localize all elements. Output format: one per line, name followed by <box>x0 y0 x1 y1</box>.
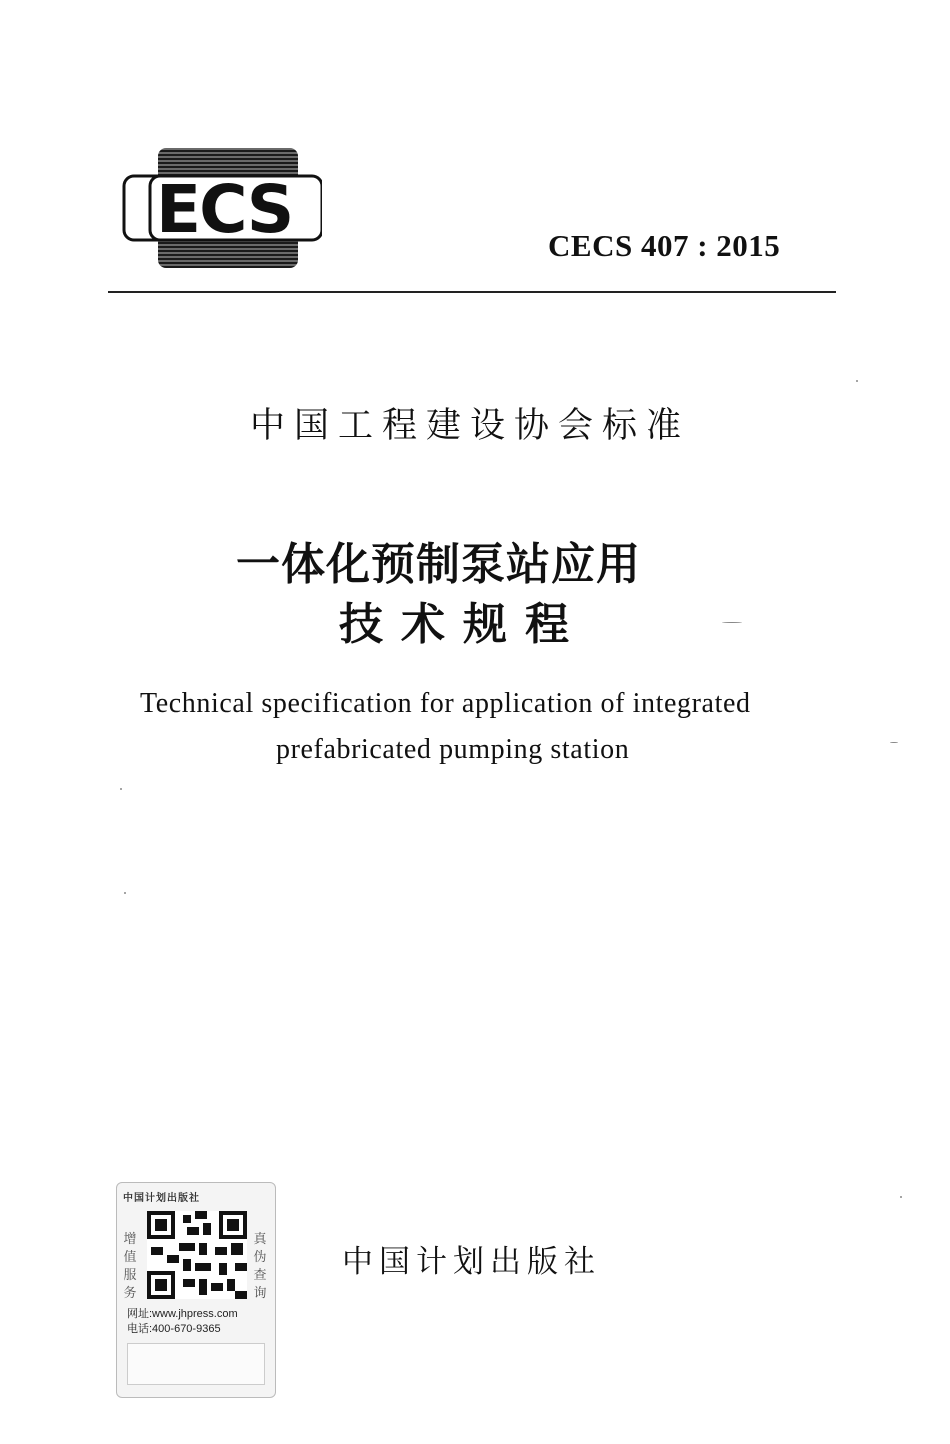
sticker-left-label: 增值服务 <box>123 1232 137 1301</box>
scan-speck <box>890 742 898 743</box>
header-divider <box>108 291 836 293</box>
association-name: 中国工程建设协会标准 <box>250 406 691 446</box>
sticker-header: 中国计划出版社 <box>123 1193 200 1204</box>
scan-speck <box>856 380 858 382</box>
scan-speck <box>120 788 122 790</box>
anti-counterfeit-sticker <box>116 1182 276 1398</box>
publisher-name: 中国计划出版社 <box>342 1244 601 1280</box>
sticker-scratch-area <box>127 1343 265 1385</box>
scan-speck <box>900 1196 902 1198</box>
title-cn-line-2: 技术规程 <box>339 599 587 650</box>
ecs-logo <box>122 146 322 270</box>
title-cn-line-1: 一体化预制泵站应用 <box>236 539 641 590</box>
sticker-website: 网址:www.jhpress.com <box>127 1308 238 1320</box>
sticker-right-label: 真伪查询 <box>253 1232 267 1301</box>
qr-code-icon <box>147 1211 247 1299</box>
standard-code: CECS 407 : 2015 <box>548 228 781 263</box>
title-en-line-1: Technical specification for application of integrated <box>140 688 751 719</box>
scan-speck <box>722 622 742 623</box>
sticker-phone: 电话:400-670-9365 <box>127 1323 221 1335</box>
svg-text:ECS: ECS <box>156 171 293 248</box>
title-en-line-2: prefabricated pumping station <box>276 734 630 765</box>
scan-speck <box>124 892 126 894</box>
